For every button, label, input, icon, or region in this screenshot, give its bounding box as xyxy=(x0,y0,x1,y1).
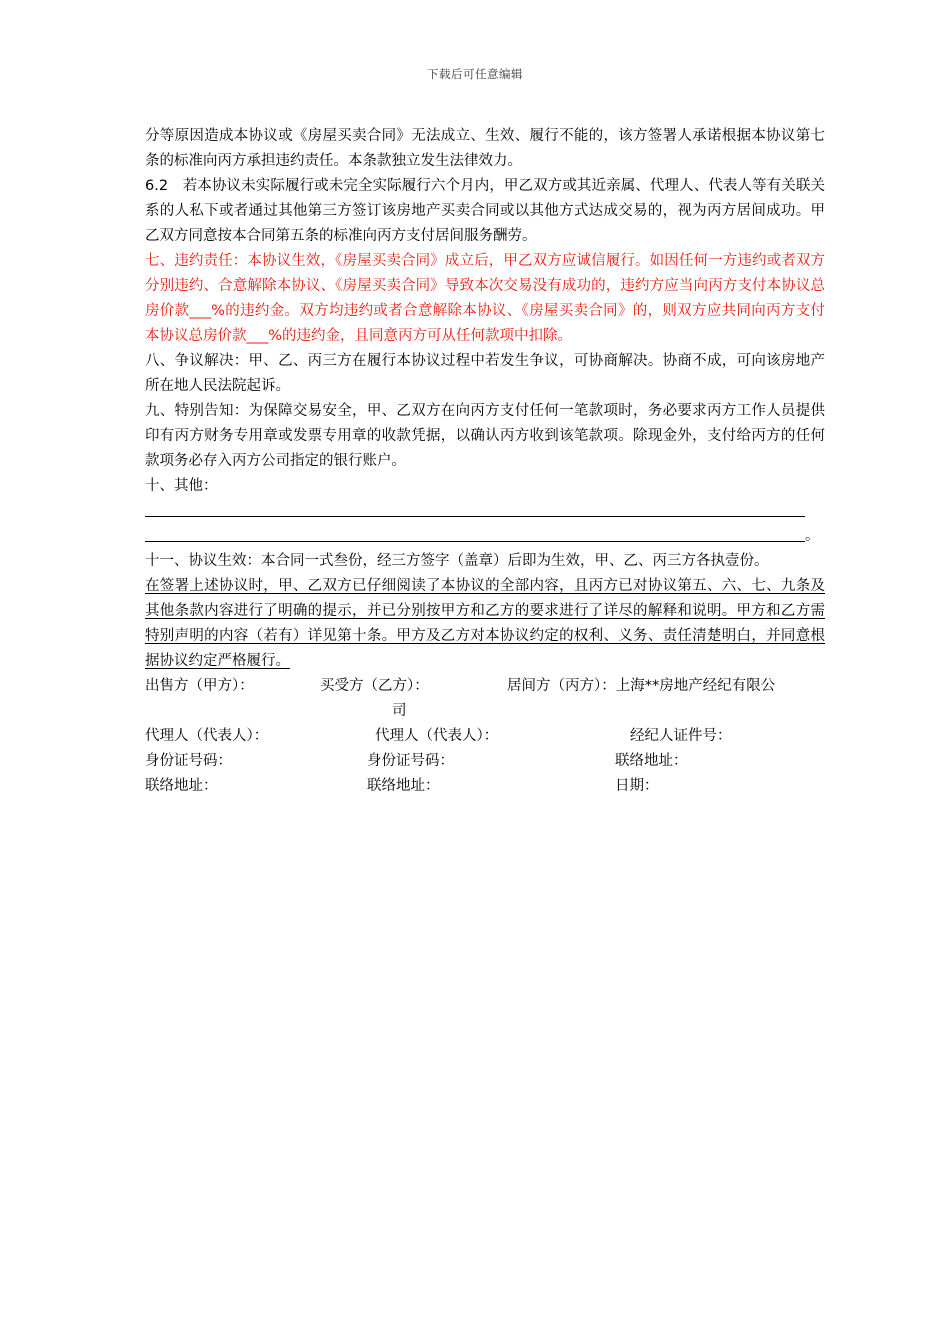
signature-row-ids xyxy=(145,749,825,774)
fill-rule xyxy=(145,541,805,542)
clause-9-notice: 九、特别告知：为保障交易安全，甲、乙双方在向丙方支付任何一笔款项时，务必要求丙方工作人员提供印有丙方财务专用章或发票专用章的收款凭据，以确认丙方收到该笔款项。除现金外，支付给丙方的任何款项务必存入丙方公司指定的银行账户。 xyxy=(145,403,825,469)
buyer-label: 买受方（乙方）： xyxy=(320,678,429,694)
seller-label: 出售方（甲方）： xyxy=(145,678,254,694)
signature-row-representatives xyxy=(145,724,825,749)
buyer-representative-label: 代理人（代表人）： xyxy=(375,728,499,744)
date-label: 日期： xyxy=(615,778,659,794)
agent-address-label: 联络地址： xyxy=(615,753,688,769)
clause-6-2: 6.2 若本协议未实际履行或未完全实际履行六个月内，甲乙双方或其近亲属、代理人、代表人等有关联关系的人私下或者通过其他第三方签订该房地产买卖合同或以其他方式达成交易的，视为丙方居间成功。甲乙双方同意按本合同第五条的标准向丙方支付居间服务酬劳。 xyxy=(145,178,825,244)
clause-8-dispute: 八、争议解决：甲、乙、丙三方在履行本协议过程中若发生争议，可协商解决。协商不成，可向该房地产所在地人民法院起诉。 xyxy=(145,353,825,394)
signature-row-addresses xyxy=(145,774,825,799)
clause-11-effective: 十一、协议生效：本合同一式叁份，经三方签字（盖章）后即为生效，甲、乙、丙三方各执壹份。 xyxy=(145,553,769,569)
line-end-mark: 。 xyxy=(805,528,820,544)
buyer-id-label: 身份证号码： xyxy=(367,753,454,769)
blank-fill-line-2 xyxy=(145,524,825,549)
signature-row-parties xyxy=(145,674,825,699)
page-header: 下载后可任意编辑 xyxy=(427,67,523,81)
seller-id-label: 身份证号码： xyxy=(145,753,232,769)
broker-certificate-label: 经纪人证件号： xyxy=(630,728,732,744)
clause-7-liability: 七、违约责任：本协议生效，《房屋买卖合同》成立后，甲乙双方应诚信履行。如因任何一方违约或者双方分别违约、合意解除本协议、《房屋买卖合同》导致本次交易没有成功的，违约方应当向丙方支付本协议总房价款___%的违约金。双方均违约或者合意解除本协议、《房屋买卖合同》的，则双方应共同向丙方支付本协议总房价款___%的违约金，且同意丙方可从任何款项中扣除。 xyxy=(145,253,825,344)
signing-declaration-text: 在签署上述协议时，甲、乙双方已仔细阅读了本协议的全部内容，且丙方已对协议第五、六、七、九条及其他条款内容进行了明确的提示，并已分别按甲方和乙方的要求进行了详尽的解释和说明。甲方和乙方需特别声明的内容（若有）详见第十条。甲方及乙方对本协议约定的权利、义务、责任清楚明白，并同意根据协议约定严格履行。 xyxy=(145,578,825,669)
signature-row-parties-cont xyxy=(145,699,825,724)
clause-10-other: 十、其他： xyxy=(145,478,218,494)
signing-declaration xyxy=(145,574,825,674)
agent-company-label-cont: 司 xyxy=(392,703,407,719)
contract-body xyxy=(145,124,825,799)
fill-rule xyxy=(145,516,805,517)
seller-representative-label: 代理人（代表人）： xyxy=(145,728,269,744)
buyer-address-label: 联络地址： xyxy=(367,778,440,794)
clause-6-1-continuation: 分等原因造成本协议或《房屋买卖合同》无法成立、生效、履行不能的，该方签署人承诺根据本协议第七条的标准向丙方承担违约责任。本条款独立发生法律效力。 xyxy=(145,128,825,169)
blank-fill-line-1 xyxy=(145,499,825,524)
seller-address-label: 联络地址： xyxy=(145,778,218,794)
agent-company-label: 居间方（丙方）：上海**房地产经纪有限公 xyxy=(507,678,776,694)
